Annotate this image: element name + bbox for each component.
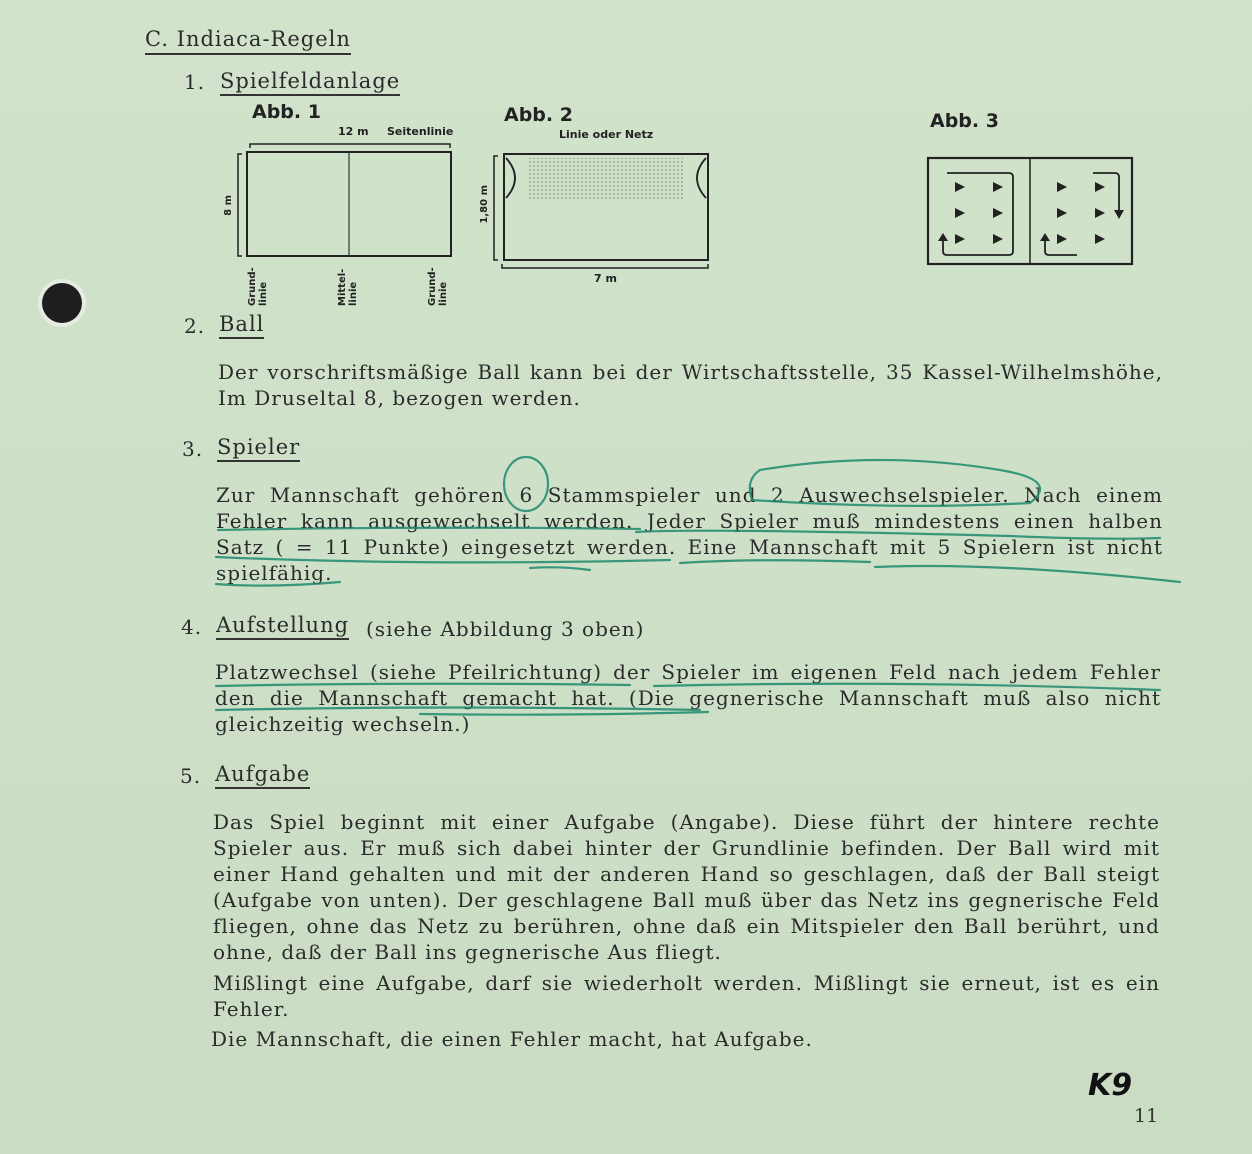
abb2-top-label: Linie oder Netz	[559, 128, 654, 141]
abb1-label: Abb. 1	[252, 101, 321, 123]
section-3-heading: Spieler	[217, 435, 300, 462]
page-number: 11	[1134, 1105, 1159, 1127]
abb1-grundlinie-right: Grund-linie	[427, 267, 449, 306]
abb2-label: Abb. 2	[504, 104, 573, 126]
section-title: C. Indiaca-Regeln	[145, 27, 351, 55]
handwritten-mark: K9	[1088, 1068, 1133, 1103]
section-4-heading-suffix: (siehe Abbildung 3 oben)	[366, 617, 645, 641]
section-4-heading: Aufstellung	[216, 613, 349, 640]
section-5-heading: Aufgabe	[215, 762, 310, 789]
section-5-number: 5.	[180, 764, 202, 788]
abb1-width-label: 12 m	[338, 125, 369, 138]
section-5-paragraph: Das Spiel beginnt mit einer Aufgabe (Angabe). Diese führt der hintere rechte Spieler aus. Er muß sich dabei hinter der Grundlinie befinden. Der Ball wird mit einer Hand gehalten und mit der anderen Hand so geschlagen, daß der Ball steigt (Aufgabe von unten). Der geschlagene Ball muß über das Netz ins gegnerische Feld fliegen, ohne das Netz zu berühren, ohne daß ein Mitspieler den Ball berührt, und ohne, daß der Ball ins gegnerische Aus fliegt.	[213, 810, 1160, 964]
section-1-heading: Spielfeldanlage	[220, 69, 400, 96]
section-3-number: 3.	[182, 437, 204, 461]
abb1-mittellinie: Mittel-linie	[337, 268, 359, 306]
section-2-number: 2.	[184, 314, 206, 338]
section-4-paragraph: Platzwechsel (siehe Pfeilrichtung) der Spieler im eigenen Feld nach jedem Fehler den die Mannschaft gemacht hat. (Die gegnerische Mannschaft muß also nicht gleichzeitig wechseln.)	[215, 660, 1161, 736]
section-2-heading: Ball	[219, 312, 264, 339]
abb1-grundlinie-left: Grund-linie	[247, 267, 269, 306]
section-5-paragraph-3: Die Mannschaft, die einen Fehler macht, hat Aufgabe.	[211, 1027, 813, 1051]
section-4-number: 4.	[181, 615, 203, 639]
section-5-paragraph-2: Mißlingt eine Aufgabe, darf sie wiederholt werden. Mißlingt sie erneut, ist es ein Fehler.	[213, 971, 1160, 1021]
abb1-height-label: 8 m	[223, 195, 234, 216]
section-3-paragraph: Zur Mannschaft gehören 6 Stammspieler und 2 Auswechselspieler. Nach einem Fehler kann ausgewechselt werden. Jeder Spieler muß mindestens einen halben Satz ( = 11 Punkte) eingesetzt werden. Eine Mannschaft mit 5 Spielern ist nicht spielfähig.	[216, 483, 1163, 585]
abb2-height-label: 1,80 m	[479, 185, 490, 224]
abb1-side-label: Seitenlinie	[387, 125, 454, 138]
section-1-number: 1.	[184, 70, 206, 94]
section-2-paragraph: Der vorschriftsmäßige Ball kann bei der Wirtschaftsstelle, 35 Kassel-Wilhelmshöhe, Im Druseltal 8, bezogen werden.	[218, 360, 1163, 410]
abb2-width-label: 7 m	[594, 272, 617, 285]
abb3-label: Abb. 3	[930, 110, 999, 132]
